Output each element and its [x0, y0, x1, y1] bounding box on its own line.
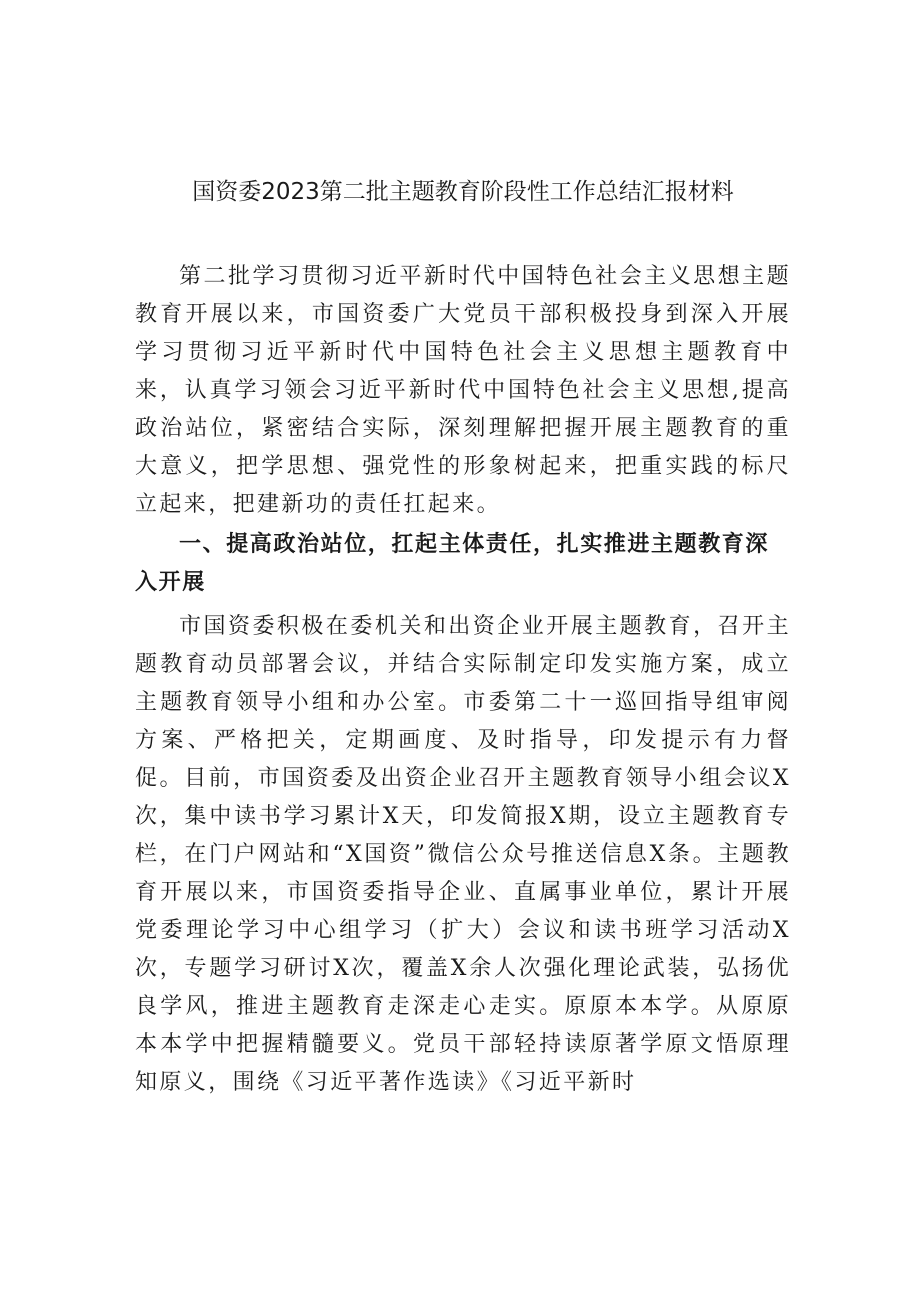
section-heading-1: 一、提高政治站位，扛起主体责任，扎实推进主题教育深入开展: [135, 532, 770, 595]
document-body: [135, 258, 791, 1102]
document-title: 国资委2023第二批主题教育阶段性工作总结汇报材料: [192, 179, 734, 205]
section-1-paragraph: 市国资委积极在委机关和出资企业开展主题教育，召开主题教育动员部署会议，并结合实际制定印发实施方案，成立主题教育领导小组和办公室。市委第二十一巡回指导组审阅方案、严格把关，定期画度、及时指导，印发提示有力督促。目前，市国资委及出资企业召开主题教育领导小组会议X次，集中读书学习累计X天，印发简报X期，设立主题教育专栏，在门户网站和“X国资”微信公众号推送信息X条。主题教育开展以来，市国资委指导企业、直属事业单位，累计开展党委理论学习中心组学习（扩大）会议和读书班学习活动X次，专题学习研讨X次，覆盖X余人次强化理论武装，弘扬优良学风，推进主题教育走深走心走实。原原本本学。从原原本本学中把握精髓要义。党员干部轻持读原著学原文悟原理知原义，围绕《习近平著作选读》《习近平新时: [135, 614, 791, 1095]
intro-paragraph: 第二批学习贯彻习近平新时代中国特色社会主义思想主题教育开展以来，市国资委广大党员干部积极投身到深入开展学习贯彻习近平新时代中国特色社会主义思想主题教育中来，认真学习领会习近平新时代中国特色社会主义思想,提高政治站位，紧密结合实际，深刻理解把握开展主题教育的重大意义，把学思想、强党性的形象树起来，把重实践的标尺立起来，把建新功的责任扛起来。: [135, 264, 791, 517]
